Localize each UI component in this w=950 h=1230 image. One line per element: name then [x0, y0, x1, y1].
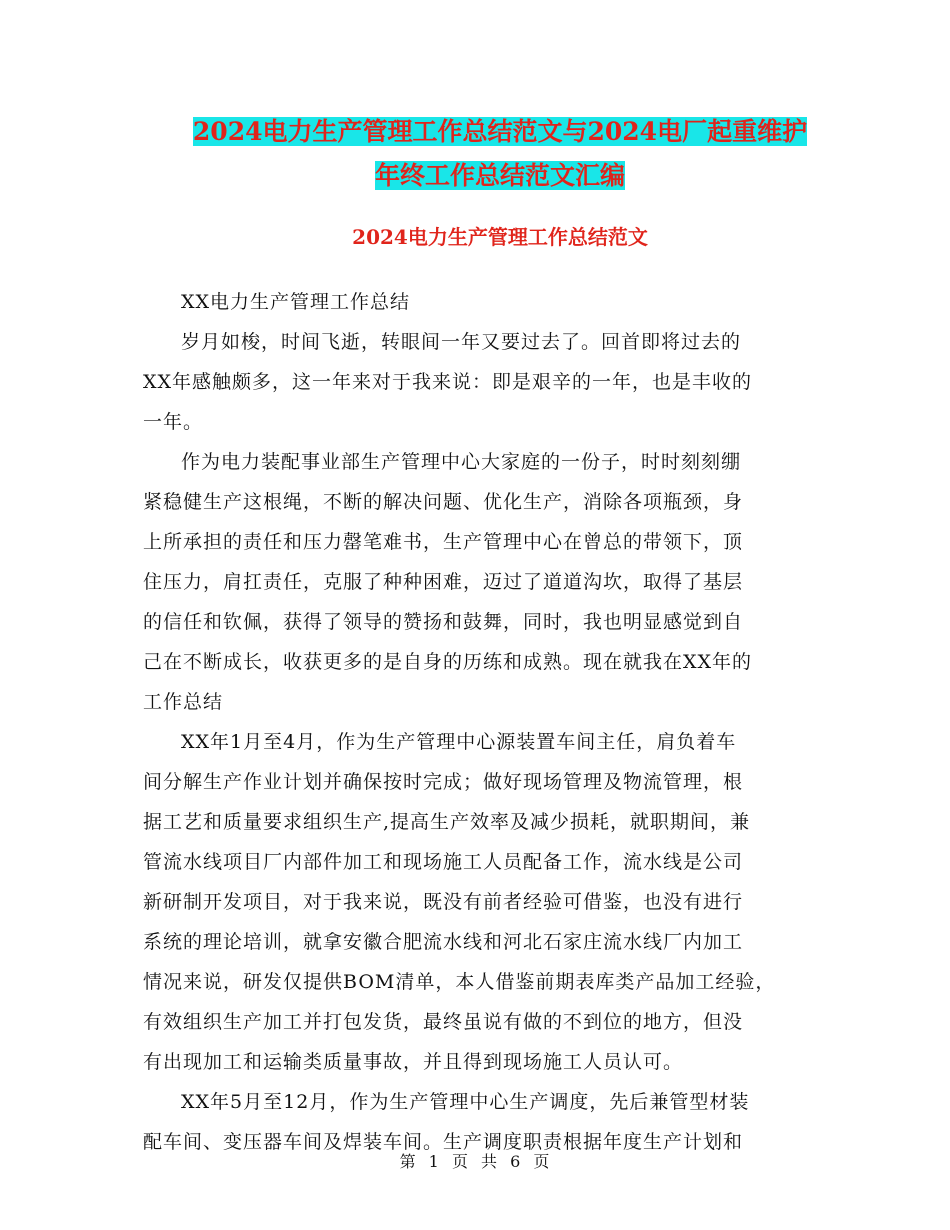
document-title-line-2	[140, 154, 860, 198]
paragraph: XX年5月至12月，作为生产管理中心生产调度，先后兼管型材装 配车间、变压器车间及焊装车间。生产调度职责根据年度生产计划和	[143, 1091, 750, 1153]
paragraph: 岁月如梭，时间飞逝，转眼间一年又要过去了。回首即将过去的 XX年感触颇多，这一年来对于我来说：即是艰辛的一年，也是丰收的 一年。	[143, 331, 753, 433]
document-title-line-1-text: 2024电力生产管理工作总结范文与2024电厂起重维护	[192, 117, 808, 146]
paragraph: XX年1月至4月，作为生产管理中心源装置车间主任，肩负着车 间分解生产作业计划并确保按时完成；做好现场管理及物流管理，根 据工艺和质量要求组织生产,提高生产效率及减少损耗，就职期间，兼 管流水线项目厂内部件加工和现场施工人员配备工作，流水线是公司 新研制开发项目，对于我来说，既没有前者经验可借鉴，也没有进行 系统的理论培训，就拿安徽合肥流水线和河北石家庄流水线厂内加工 情况来说，研发仅提供BOM清单，本人借鉴前期表库类产品加工经验， 有效组织生产加工并打包发货，最终虽说有做的不到位的地方，但没 有出现加工和运输类质量事故，并且得到现场施工人员认可。	[143, 731, 776, 1073]
paragraph: 作为电力装配事业部生产管理中心大家庭的一份子，时时刻刻绷 紧稳健生产这根绳，不断的解决问题、优化生产，消除各项瓶颈，身 上所承担的责任和压力罄笔难书，生产管理中心在曾总的带领下，顶 住压力，肩扛责任，克服了种种困难，迈过了道道沟坎，取得了基层 的信任和钦佩，获得了领导的赞扬和鼓舞，同时，我也明显感觉到自 己在不断成长，收获更多的是自身的历练和成熟。现在就我在XX年的 工作总结	[143, 451, 753, 713]
document-title-line-1	[140, 110, 860, 154]
paragraph-heading: XX电力生产管理工作总结	[181, 291, 411, 313]
page-footer: 第 1 页 共 6 页	[399, 1152, 551, 1171]
document-title-line-2-text: 年终工作总结范文汇编	[374, 161, 625, 190]
document-body	[143, 282, 808, 1162]
section-title: 2024电力生产管理工作总结范文	[352, 225, 648, 249]
